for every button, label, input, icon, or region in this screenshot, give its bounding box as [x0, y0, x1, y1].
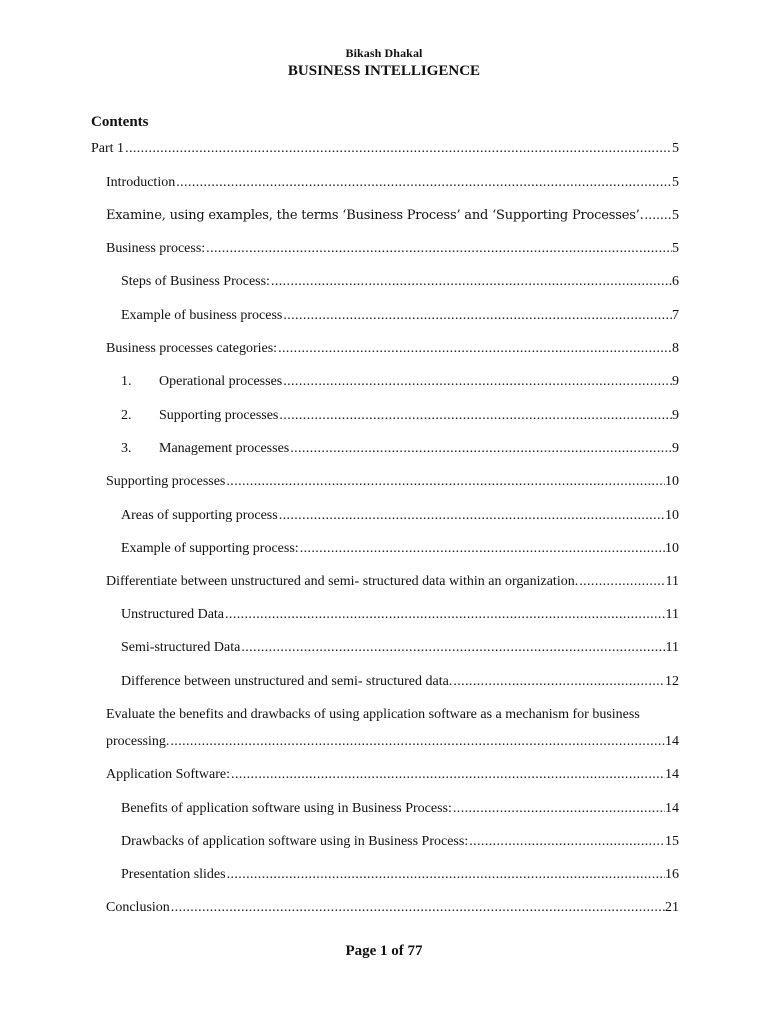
- toc-leader-dots: [469, 833, 665, 851]
- toc-entry-title: Conclusion: [106, 900, 170, 915]
- toc-entry-page: 14: [665, 734, 679, 749]
- toc-entry-page: 5: [672, 141, 679, 156]
- toc-entry-page: 5: [672, 175, 679, 190]
- toc-leader-dots: [300, 540, 665, 558]
- toc-entry-title-continuation: processing.: [106, 734, 170, 749]
- author-name: Bikash Dhakal: [345, 46, 423, 60]
- contents-heading: Contents: [91, 114, 149, 130]
- toc-entry-title: Operational processes: [159, 374, 283, 389]
- toc-entry-page: 10: [665, 541, 679, 556]
- toc-entry-page: 14: [665, 801, 679, 816]
- toc-entry-title: Difference between unstructured and semi- structured data.: [121, 674, 453, 689]
- toc-entry-page: 14: [665, 767, 679, 782]
- toc-entry-page: 10: [665, 474, 679, 489]
- document-title: BUSINESS INTELLIGENCE: [287, 63, 481, 79]
- toc-leader-dots: [226, 473, 665, 491]
- toc-entry-title: Semi-structured Data: [121, 640, 241, 655]
- toc-leader-dots: [206, 240, 672, 258]
- toc-entry-page: 8: [672, 341, 679, 356]
- toc-entry-page: 5: [672, 241, 679, 256]
- toc-entry-title: Supporting processes: [106, 474, 226, 489]
- page-number-footer: Page 1 of 77: [345, 943, 423, 959]
- toc-leader-dots: [231, 766, 665, 784]
- toc-entry-page: 9: [672, 408, 679, 423]
- toc-entry-title: Benefits of application software using in Business Process:: [121, 801, 452, 816]
- toc-entry-page: 15: [665, 834, 679, 849]
- toc-leader-dots: [645, 207, 672, 225]
- toc-leader-dots: [453, 800, 665, 818]
- toc-entry-number: 2.: [121, 408, 132, 423]
- toc-leader-dots: [279, 407, 672, 425]
- toc-leader-dots: [279, 507, 665, 525]
- toc-entry-title: Presentation slides: [121, 867, 226, 882]
- toc-entry-page: 6: [672, 274, 679, 289]
- toc-leader-dots: [579, 573, 665, 591]
- toc-leader-dots: [283, 373, 672, 391]
- toc-entry-page: 9: [672, 441, 679, 456]
- toc-entry-title: Drawbacks of application software using in Business Process:: [121, 834, 469, 849]
- toc-leader-dots: [225, 606, 665, 624]
- toc-entry-title: Business process:: [106, 241, 206, 256]
- toc-entry-title: Application Software:: [106, 767, 231, 782]
- toc-leader-dots: [290, 440, 672, 458]
- toc-entry-title: Areas of supporting process: [121, 508, 278, 523]
- toc-entry-title: Example of business process: [121, 308, 283, 323]
- toc-entry-page: 7: [672, 308, 679, 323]
- toc-entry-title: Introduction: [106, 175, 176, 190]
- toc-entry-title: Examine, using examples, the terms ‘Business Process’ and ‘Supporting Processes’.: [106, 208, 644, 223]
- toc-entry-title: Management processes: [159, 441, 290, 456]
- toc-entry-title: Steps of Business Process:: [121, 274, 270, 289]
- toc-entry-title: Business processes categories:: [106, 341, 278, 356]
- toc-entry-title: Part 1: [91, 141, 125, 156]
- toc-entry-page: 10: [665, 508, 679, 523]
- toc-entry-title: Differentiate between unstructured and semi- structured data within an organization.: [106, 574, 579, 589]
- toc-entry-title: Supporting processes: [159, 408, 279, 423]
- toc-entry-page: 11: [665, 607, 679, 622]
- toc-entry-title: Unstructured Data: [121, 607, 225, 622]
- toc-leader-dots: [227, 866, 665, 884]
- toc-leader-dots: [170, 733, 665, 751]
- toc-entry-number: 1.: [121, 374, 132, 389]
- toc-leader-dots: [278, 340, 672, 358]
- toc-entry-title: Example of supporting process:: [121, 541, 299, 556]
- toc-entry-title: Evaluate the benefits and drawbacks of using application software as a mechanism for business: [106, 707, 640, 722]
- toc-leader-dots: [283, 307, 672, 325]
- toc-leader-dots: [125, 140, 672, 158]
- toc-leader-dots: [241, 639, 665, 657]
- toc-leader-dots: [171, 899, 665, 917]
- toc-leader-dots: [176, 174, 672, 192]
- toc-leader-dots: [453, 673, 665, 691]
- toc-entry-number: 3.: [121, 441, 132, 456]
- toc-entry-page: 12: [665, 674, 679, 689]
- toc-entry-page: 21: [665, 900, 679, 915]
- toc-entry-page: 16: [665, 867, 679, 882]
- toc-entry-page: 11: [665, 640, 679, 655]
- toc-entry-page: 9: [672, 374, 679, 389]
- toc-leader-dots: [271, 273, 672, 291]
- toc-entry-page: 5: [672, 208, 679, 223]
- toc-entry-page: 11: [665, 574, 679, 589]
